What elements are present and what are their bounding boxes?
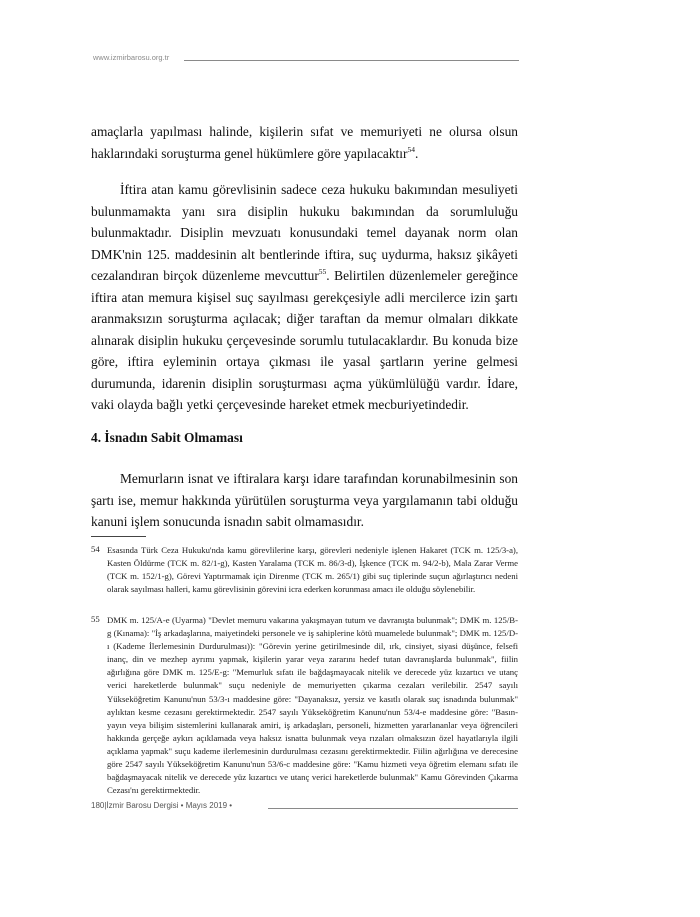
paragraph-1-text: amaçlarla yapılması halinde, kişilerin sıfat ve memuriyeti ne olursa olsun haklarındaki soruşturma genel hükümlere göre yapılacaktır xyxy=(91,124,518,161)
footnote-number: 55 xyxy=(91,614,100,624)
paragraph-1-end: . xyxy=(414,145,419,161)
paragraph-2-text-a: İftira atan kamu görevlisinin sadece ceza hukuku bakımından mesuliyeti bulunmamakta yanı sıra disiplin hukuku bakımından da sorumluluğu bulunmaktadır. Disiplin mevzuatı konusundaki temel dayanak norm olan DMK'nin 125. maddesinin alt bentlerinde iftira, suç uydurma, haksız şikâyeti cezalandıran birçok düzenleme mevcuttur xyxy=(91,182,518,283)
header-url: www.izmirbarosu.org.tr xyxy=(93,53,170,62)
section-heading: 4. İsnadın Sabit Olmaması xyxy=(91,430,243,445)
paragraph-3: Memurların isnat ve iftiralara karşı idare tarafından korunabilmesinin son şartı ise, memur hakkında yürütülen soruşturma veya yargılamanın tabi olduğu kanuni işlem sonucunda isnadın sabit olmamasıdır. xyxy=(91,471,518,529)
footnote-55 xyxy=(91,614,518,797)
footnote-ref-55[interactable]: 55 xyxy=(318,267,327,276)
paragraph-2-text-b: . Belirtilen düzenlemeler gereğince iftira atan memura kişisel suç sayılması gerekçesiyle adli mercilerce izin şartı aranmaksızın soruşturma açılacak; diğer taraftan da memur olmaları dikkate alınarak disiplin hukuku çerçevesinde sorumlu tutulacaklardır. Bu konuda bize göre, iftira eyleminin ortaya çıkması ile yasal şartların yerine gelmesi durumunda, idarenin disiplin soruşturması açma yükümlülüğü vardır. İdare, vaki olayda bağlı yetki çerçevesinde hareket etmek mecburiyetindedir. xyxy=(91,268,518,412)
footnote-number: 54 xyxy=(91,544,100,554)
footer-divider xyxy=(268,808,518,809)
paragraph-2 xyxy=(91,179,518,416)
footnote-ref-54[interactable]: 54 xyxy=(407,144,415,154)
footnote-text: DMK m. 125/A-e (Uyarma) "Devlet memuru vakarına yakışmayan tutum ve davranışta bulunmak"; DMK m. 125/B-g (Kınama): "İş arkadaşlarına, maiyetindeki personele ve iş sahiplerine kötü muamelede bulunmak"; DMK m. 125/D-ı (Kademe İlerlemesinin Durdurulması)): "Görevin yerine getirilmesinde dil, ırk, cinsiyet, siyasi düşünce, felsefi inanç, din ve mezhep ayrımı yapmak, kişilerin yarar veya zararını hedef tutan davranışlarda bulunmak", fiilin ağırlığına göre DMK m. 125/E-g: "Memurluk sıfatı ile bağdaşmayacak nitelik ve derecede yüz kızartıcı ve utanç verici hareketlerde bulunmak" suçu nedeniyle de memuriyetten çıkarma cezaları verilebilir. 2547 sayılı Yükseköğretim Kanunu'nun 53/3-ı maddesine göre: "Dayanaksız, yersiz ve kasıtlı olarak suç isnadında bulunmak" aylıktan kesme cezasını gerektirmektedir. 2547 sayılı Yükseköğretim Kanunu'nun 53/4-e maddesine göre: "Basın-yayın veya bilişim sistemlerini kullanarak amiri, iş arkadaşları, personeli, hizmetten yararlananlar veya öğrencileri hakkında gerçeğe aykırı açıklamada veya haksız isnatta bulunmak veya rızaları olmaksızın özel hayatlarıyla ilgili açıklama yapmak" suçu kademe ilerlemesinin durdurulması cezasını gerektirmektedir. Fiilin ağırlığına ve derecesine göre 2547 sayılı Yükseköğretim Kanunu'nun 53/6-c maddesine göre: "Kamu hizmeti veya öğretim elemanı sıfatı ile bağdaşmayacak nitelik ve derecede yüz kızartıcı ve utanç verici hareketlerde bulunmak" Kamu Görevinden Çıkarma Cezası'nı gerektirmektedir. xyxy=(107,615,518,796)
footnote-text: Esasında Türk Ceza Hukuku'nda kamu görevlilerine karşı, görevleri nedeniyle işlenen Hakaret (TCK m. 125/3-a), Kasten Öldürme (TCK m. 82/1-g), Kasten Yaralama (TCK m. 86/3-d), İşkence (TCK m. 94/2-b), Mala Zarar Verme (TCK m. 152/1-g), Görevi Yaptırmamak için Direnme (TCK m. 265/1) gibi suç tiplerinde suçun ağırlaştırıcı nedeni olarak sayılması halleri, kamu görevlisinin görevini icra ederken korunması amacı ile olduğu söylenebilir. xyxy=(107,545,518,595)
footnote-54 xyxy=(91,544,518,596)
paragraph-1 xyxy=(91,121,518,164)
header-divider xyxy=(184,60,519,61)
footnote-divider xyxy=(91,536,146,537)
page-footer: 180|İzmir Barosu Dergisi • Mayıs 2019 • xyxy=(91,801,233,810)
